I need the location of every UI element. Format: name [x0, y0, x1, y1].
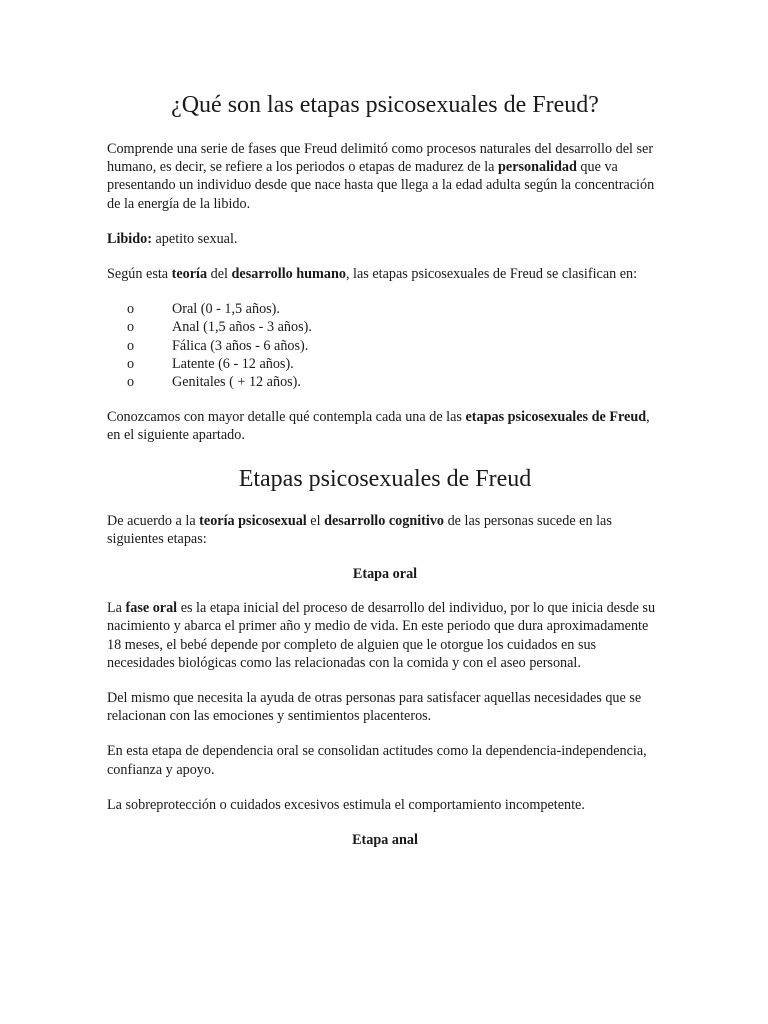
- oral-paragraph-3: En esta etapa de dependencia oral se consolidan actitudes como la dependencia-independencia, confianza y apoyo.: [107, 743, 647, 778]
- libido-definition-text: apetito sexual.: [151, 230, 238, 247]
- classification-bold-teoria: teoría: [171, 266, 208, 283]
- oral-text-2: es la etapa inicial del proceso de desarrollo del individuo, por lo que inicia desde su nacimiento y abarca el primer año y medio de vida. En este periodo que dura aproximadamente 18 meses, el bebé depende por completo de alguien que le otorgue los cuidados en sus necesidades biológicas como las relacionadas con la comida y con el aseo personal.: [107, 600, 656, 671]
- agreement-text-1: De acuerdo a la: [107, 512, 200, 529]
- detail-text-1: Conozcamos con mayor detalle qué contempla cada una de las: [107, 409, 466, 426]
- agreement-text-3: de las personas sucede en las siguientes etapas:: [107, 512, 612, 547]
- stage-label: Fálica (3 años - 6 años).: [172, 337, 309, 354]
- list-item: [127, 355, 663, 373]
- subheading-etapa-anal: Etapa anal: [352, 832, 418, 849]
- bullet-glyph: o: [127, 319, 135, 336]
- list-item: [127, 300, 663, 318]
- stage-label: Latente (6 - 12 años).: [172, 355, 294, 372]
- intro-text-1: Comprende una serie de fases que Freud delimitó como procesos naturales del desarrollo del ser humano, es decir, se refiere a los periodos o etapas de madurez de la: [107, 141, 654, 176]
- agreement-text-2: el: [306, 512, 325, 529]
- page-title: ¿Qué son las etapas psicosexuales de Freud?: [171, 92, 599, 118]
- detail-paragraph: [107, 408, 663, 444]
- classification-bold-desarrollo: desarrollo humano: [231, 266, 346, 283]
- list-item: [127, 373, 663, 391]
- document-content: [107, 88, 663, 865]
- oral-paragraph-1: [107, 599, 663, 672]
- list-item: [127, 318, 663, 336]
- intro-text-2: que va presentando un individuo desde que nace hasta que llega a la edad adulta según la concentración de la energía de la libido.: [107, 159, 655, 212]
- oral-text-1: La: [107, 600, 126, 617]
- detail-bold-etapas: etapas psicosexuales de Freud: [465, 409, 647, 426]
- libido-term: Libido:: [107, 230, 152, 247]
- agreement-bold-teoria: teoría psicosexual: [199, 512, 307, 529]
- stage-label: Oral (0 - 1,5 años).: [172, 301, 280, 318]
- classification-text-2: del: [207, 266, 232, 283]
- list-item: [127, 337, 663, 355]
- stage-label: Genitales ( + 12 años).: [172, 374, 301, 391]
- oral-paragraph-4: La sobreprotección o cuidados excesivos estimula el comportamiento incompetente.: [107, 796, 585, 813]
- classification-paragraph: [107, 265, 663, 283]
- stages-list: [107, 300, 663, 391]
- oral-paragraph-2: Del mismo que necesita la ayuda de otras personas para satisfacer aquellas necesidades que se relacionan con las emociones y sentimientos placenteros.: [107, 690, 642, 725]
- classification-text-1: Según esta: [107, 266, 172, 283]
- stage-label: Anal (1,5 años - 3 años).: [172, 319, 312, 336]
- agreement-paragraph: [107, 512, 663, 548]
- oral-bold-fase-oral: fase oral: [125, 600, 178, 617]
- subheading-etapa-oral: Etapa oral: [352, 566, 418, 583]
- bullet-glyph: o: [127, 355, 135, 372]
- section-heading: Etapas psicosexuales de Freud: [238, 465, 532, 492]
- intro-bold-personalidad: personalidad: [498, 159, 577, 176]
- intro-paragraph: [107, 140, 663, 213]
- libido-definition: [107, 230, 663, 248]
- detail-text-2: , en el siguiente apartado.: [107, 409, 650, 444]
- agreement-bold-desarrollo: desarrollo cognitivo: [324, 512, 445, 529]
- bullet-glyph: o: [127, 301, 135, 318]
- bullet-glyph: o: [127, 337, 135, 354]
- classification-text-3: , las etapas psicosexuales de Freud se clasifican en:: [345, 266, 638, 283]
- bullet-glyph: o: [127, 374, 135, 391]
